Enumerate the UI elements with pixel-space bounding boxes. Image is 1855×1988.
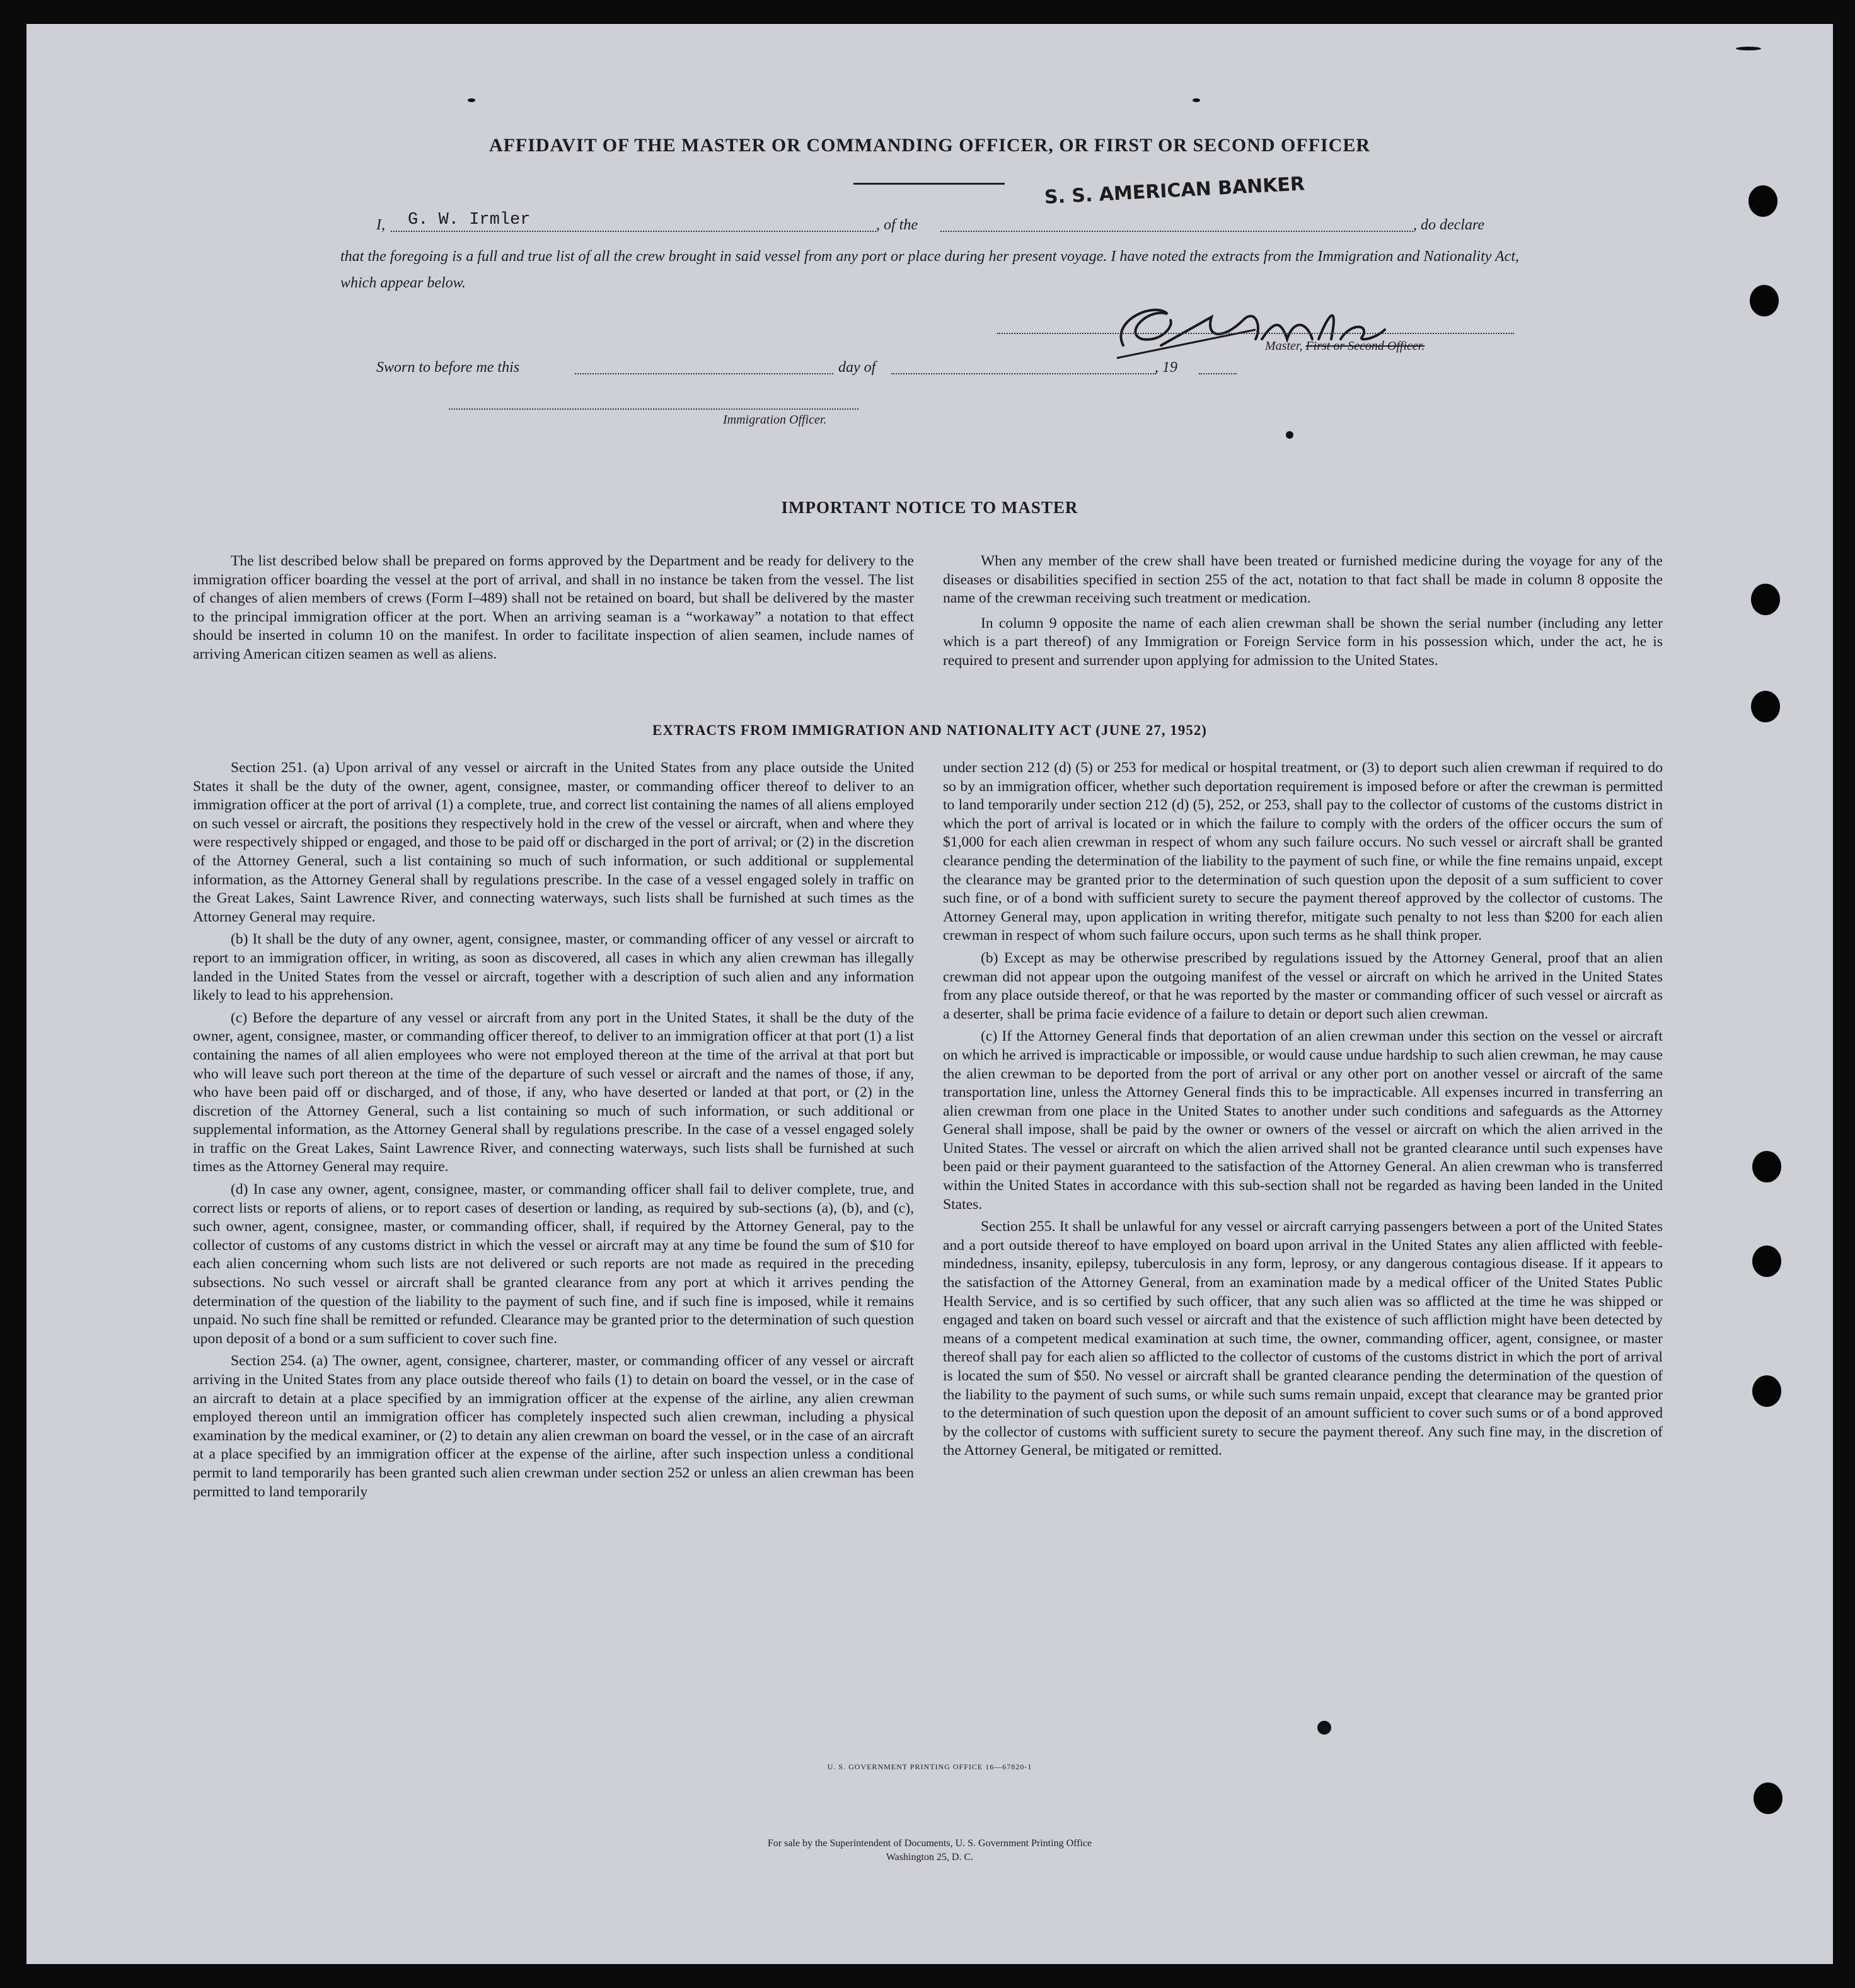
section-255: Section 255. It shall be unlawful for any vessel or aircraft carrying passengers between a port of the United States and a port outside thereof to have employed on board upon arrival in the United States any alien afflicted with feeble-mindedness, insanity, epilepsy, tuberculosis in any form, leprosy, or any dangerous contagious disease. If it appears to the satisfaction of the Attorney General, from an examination made by a medical officer of the United States Public Health Service, and is so certified by such officer, that any such alien was so afflicted at the time he was shipped or engaged and taken on board such vessel or aircraft and that the existence of such affliction might have been detected by means of a competent medical examination at such time, the owner, commanding officer, agent, consignee, or master thereof shall pay for each alien so afflicted to the collector of customs of the customs district in which the port of arrival is located the sum of $50. No vessel or aircraft shall be granted clearance pending the determination of the question of the liability to the payment of such sums, or while such sums remain unpaid, except that clearance may be granted prior to the determination of such question upon the deposit of an amount sufficient to cover such sums or of a bond approved by the collector of customs with sufficient surety to secure the payment thereof. Any such fine may, in the discretion of the Attorney General, be mitigated or remitted.	[943, 1218, 1663, 1459]
officer-caption: Immigration Officer.	[723, 413, 827, 427]
punch-hole	[1752, 1151, 1781, 1182]
section-254-b: (b) Except as may be otherwise prescribed by regulations issued by the Attorney General, proof that an alien crewman did not appear upon the outgoing manifest of the vessel or aircraft on which he arrived in the United States from any place outside thereof, or that he was reported by the master or commanding officer of such vessel or aircraft as a deserter, shall be prima facie evidence of a failure to detain or deport such alien crewman.	[943, 949, 1663, 1022]
of-the-label: , of the	[876, 217, 918, 233]
section-251-a: Section 251. (a) Upon arrival of any vessel or aircraft in the United States from any place outside the United States it shall be the duty of the owner, agent, consignee, master, or commanding officer thereof to deliver to an immigration officer at the port of arrival (1) a complete, true, and correct list containing the names of all aliens employed on such vessel or aircraft, the positions they respectively hold in the crew of the vessel or aircraft, when and where they were respectively shipped or engaged, and those to be paid off or discharged in the port of arrival; or (2) in the discretion of the Attorney General, such a list containing so much of such information, or such additional or supplemental information, as the Attorney General shall by regulations prescribe. In the case of a vessel engaged solely in traffic on the Great Lakes, Saint Lawrence River, and connecting waterways, such lists shall be furnished at such times as the Attorney General may require.	[193, 760, 914, 925]
document-page	[26, 24, 1833, 1964]
scan-speck	[1736, 47, 1761, 50]
punch-hole	[1752, 1245, 1781, 1277]
printer-imprint: U. S. GOVERNMENT PRINTING OFFICE 16—67820-1	[827, 1762, 1032, 1771]
sworn-year-line	[1199, 373, 1237, 374]
master-signature	[1098, 295, 1426, 364]
scan-speck	[1317, 1721, 1331, 1735]
sale-notice-line-1: For sale by the Superintendent of Documents, U. S. Government Printing Office	[767, 1838, 1092, 1849]
year-label: , 19	[1155, 359, 1177, 376]
punch-hole	[1751, 691, 1780, 722]
officer-line	[449, 408, 858, 410]
signature-line	[997, 333, 1514, 334]
punch-hole	[1752, 1375, 1781, 1407]
notice-right-paragraph-1: When any member of the crew shall have been treated or furnished medicine during the voyage for any of the diseases or disabilities specified in section 255 of the act, notation to that fact shall be made in column 8 opposite the name of the crewman receiving such treatment or medication.	[943, 553, 1663, 607]
extracts-right-column	[943, 759, 1663, 1464]
do-declare-label: , do declare	[1413, 217, 1485, 233]
punch-hole	[1750, 285, 1779, 316]
affidavit-title: AFFIDAVIT OF THE MASTER OR COMMANDING OFFICER, OR FIRST OR SECOND OFFICER	[488, 135, 1371, 156]
declaration-statement: that the foregoing is a full and true list of all the crew brought in said vessel from any port or place during her present voyage. I have noted the extracts from the Immigration and Nationality Act, which appear below.	[340, 248, 1519, 291]
declarant-name: G. W. Irmler	[408, 211, 531, 229]
punch-hole	[1751, 584, 1780, 615]
notice-right-paragraph-2: In column 9 opposite the name of each alien crewman shall be shown the serial number (including any letter which is a part thereof) of any Immigration or Foreign Service form in his possession which, under the act, he is required to present and surrender upon applying for admission to the United States.	[943, 615, 1663, 669]
struck-officer-label: First or Second Officer.	[1305, 339, 1425, 353]
section-251-b: (b) It shall be the duty of any owner, agent, consignee, master, or commanding officer of any vessel or aircraft to report to an immigration officer, in writing, as soon as discovered, all cases in which any alien crewman has illegally landed in the United States from the vessel or aircraft, together with a description of such alien and any information likely to lead to his apprehension.	[193, 931, 914, 1004]
section-254-c: (c) If the Attorney General finds that deportation of an alien crewman under this section on the vessel or aircraft on which he arrived is impracticable or impossible, or would cause undue hardship to such alien crewman, he may cause the alien crewman to be deported from the port of arrival or any other port on another vessel or aircraft of the same transportation line, unless the Attorney General finds this to be impracticable. All expenses incurred in transferring an alien crewman from one place in the United States to another under such conditions and safeguards as the Attorney General shall impose, shall be paid by the owner or owners of the vessel or aircraft on which the alien arrived in the United States. The vessel or aircraft on which the alien arrived shall not be granted clearance until such expenses have been paid or their payment guaranteed to the satisfaction of the Attorney General. An alien crewman who is transferred within the United States in accordance with this sub-section shall not be regarded as having been landed in the United States.	[943, 1028, 1663, 1213]
sworn-day-line	[575, 373, 833, 374]
notice-title: IMPORTANT NOTICE TO MASTER	[781, 498, 1078, 517]
i-label: I,	[376, 217, 385, 233]
vessel-name: S. S. AMERICAN BANKER	[1044, 173, 1305, 209]
section-251-d: (d) In case any owner, agent, consignee, master, or commanding officer shall fail to deliver complete, true, and correct lists or reports of aliens, or to report cases of desertion or landing, as required by sub-sections (a), (b), and (c), such owner, agent, consignee, master, or commanding officer, shall, if required by the Attorney General, pay to the collector of customs of any customs district in which the vessel or aircraft may at any time be found the sum of $10 for each alien concerning whom such lists are not delivered or such reports are not made as required in the preceding subsections. No such vessel or aircraft shall be granted clearance from any port at which it arrives pending the determination of the question of the liability to the payment of such fine, and if such fine is imposed, while it remains unpaid. No such fine shall be remitted or refunded. Clearance may be granted prior to the determination of such question upon deposit of a bond or a sum sufficient to cover such fine.	[193, 1181, 914, 1347]
section-254-a-continued: under section 212 (d) (5) or 253 for medical or hospital treatment, or (3) to deport such alien crewman if required to do so by an immigration officer, whether such deportation requirement is imposed before or after the crewman is permitted to land temporarily under section 212 (d) (5), 252, or 253, shall pay to the collector of customs of the customs district in which the port of arrival is located or in which the failure to comply with the orders of the officer occurs the sum of $1,000 for each alien crewman in respect of whom any such failure occurs. No such vessel or aircraft shall be granted clearance pending the determination of the liability to the payment of such fine, or while the fine remains unpaid, except the clearance may be granted prior to the determination of such question upon the deposit of a sum sufficient to cover such fine, or of a bond with sufficient surety to secure the payment thereof approved by the collector of customs. The Attorney General may, upon application in writing therefor, mitigate such penalty to not less than $200 for each alien crewman in respect of whom such failure occurs, upon such terms as he shall think proper.	[943, 760, 1663, 944]
extracts-title: EXTRACTS FROM IMMIGRATION AND NATIONALITY ACT (JUNE 27, 1952)	[652, 722, 1207, 738]
section-254-a: Section 254. (a) The owner, agent, consignee, charterer, master, or commanding officer of any vessel or aircraft arriving in the United States from any place outside thereof who fails (1) to detain on board the vessel, or in the case of an aircraft to detain at a place specified by an immigration officer at the expense of the airline, any alien crewman employed thereon until an immigration officer has completely inspected such alien crewman, including a physical examination by the medical examiner, or (2) to detain any alien crewman on board the vessel, or in the case of an aircraft at a place specified by an immigration officer at the expense of the airline, after such inspection unless a conditional permit to land temporarily has been granted such alien crewman under section 252 or unless an alien crewman has been permitted to land temporarily	[193, 1353, 914, 1500]
sale-notice-line-2: Washington 25, D. C.	[886, 1852, 974, 1863]
vessel-line	[940, 231, 1413, 232]
notice-left-column	[193, 552, 914, 668]
notice-left-paragraph: The list described below shall be prepared on forms approved by the Department and be ready for delivery to the immigration officer boarding the vessel at the port of arrival, and shall in no instance be taken from the vessel. The list of changes of alien members of crews (Form I–489) shall not be retained on board, but shall be delivered by the master to the principal immigration officer at the port. When an arriving seaman is a “workaway” a notation to that effect should be inserted in column 10 on the manifest. In order to facilitate inspection of alien seamen, include names of arriving American citizen seamen as well as aliens.	[193, 553, 914, 662]
day-of-label: day of	[838, 359, 876, 376]
title-rule	[853, 183, 1005, 185]
notice-right-column	[943, 552, 1663, 674]
scan-speck	[1193, 98, 1200, 102]
extracts-left-column	[193, 759, 914, 1505]
sworn-label: Sworn to before me this	[376, 359, 520, 376]
punch-hole	[1748, 185, 1777, 217]
scan-speck	[468, 98, 475, 102]
punch-hole	[1754, 1783, 1783, 1814]
sworn-month-line	[891, 373, 1156, 374]
scan-speck	[1286, 431, 1293, 439]
name-line	[391, 231, 876, 232]
section-251-c: (c) Before the departure of any vessel or aircraft from any port in the United States, it shall be the duty of the owner, agent, consignee, master, or commanding officer thereof, to deliver to an immigration officer at that port (1) a list containing the names of all alien employees who were not employed thereon at the time of the arrival at that port but who will leave such port thereon at the time of the departure of such vessel or aircraft and the names of those, if any, who have been paid off or discharged, and of those, if any, who have deserted or landed at that port, or (2) in the discretion of the Attorney General, such a list containing so much of such information, or such additional or supplemental information, as the Attorney General shall by regulations prescribe. In the case of a vessel engaged solely in traffic on the Great Lakes, Saint Lawrence River, and connecting waterways, such lists shall be furnished at such times as the Attorney General may require.	[193, 1009, 914, 1176]
signature-caption	[1265, 339, 1424, 354]
master-label: Master,	[1265, 339, 1303, 353]
